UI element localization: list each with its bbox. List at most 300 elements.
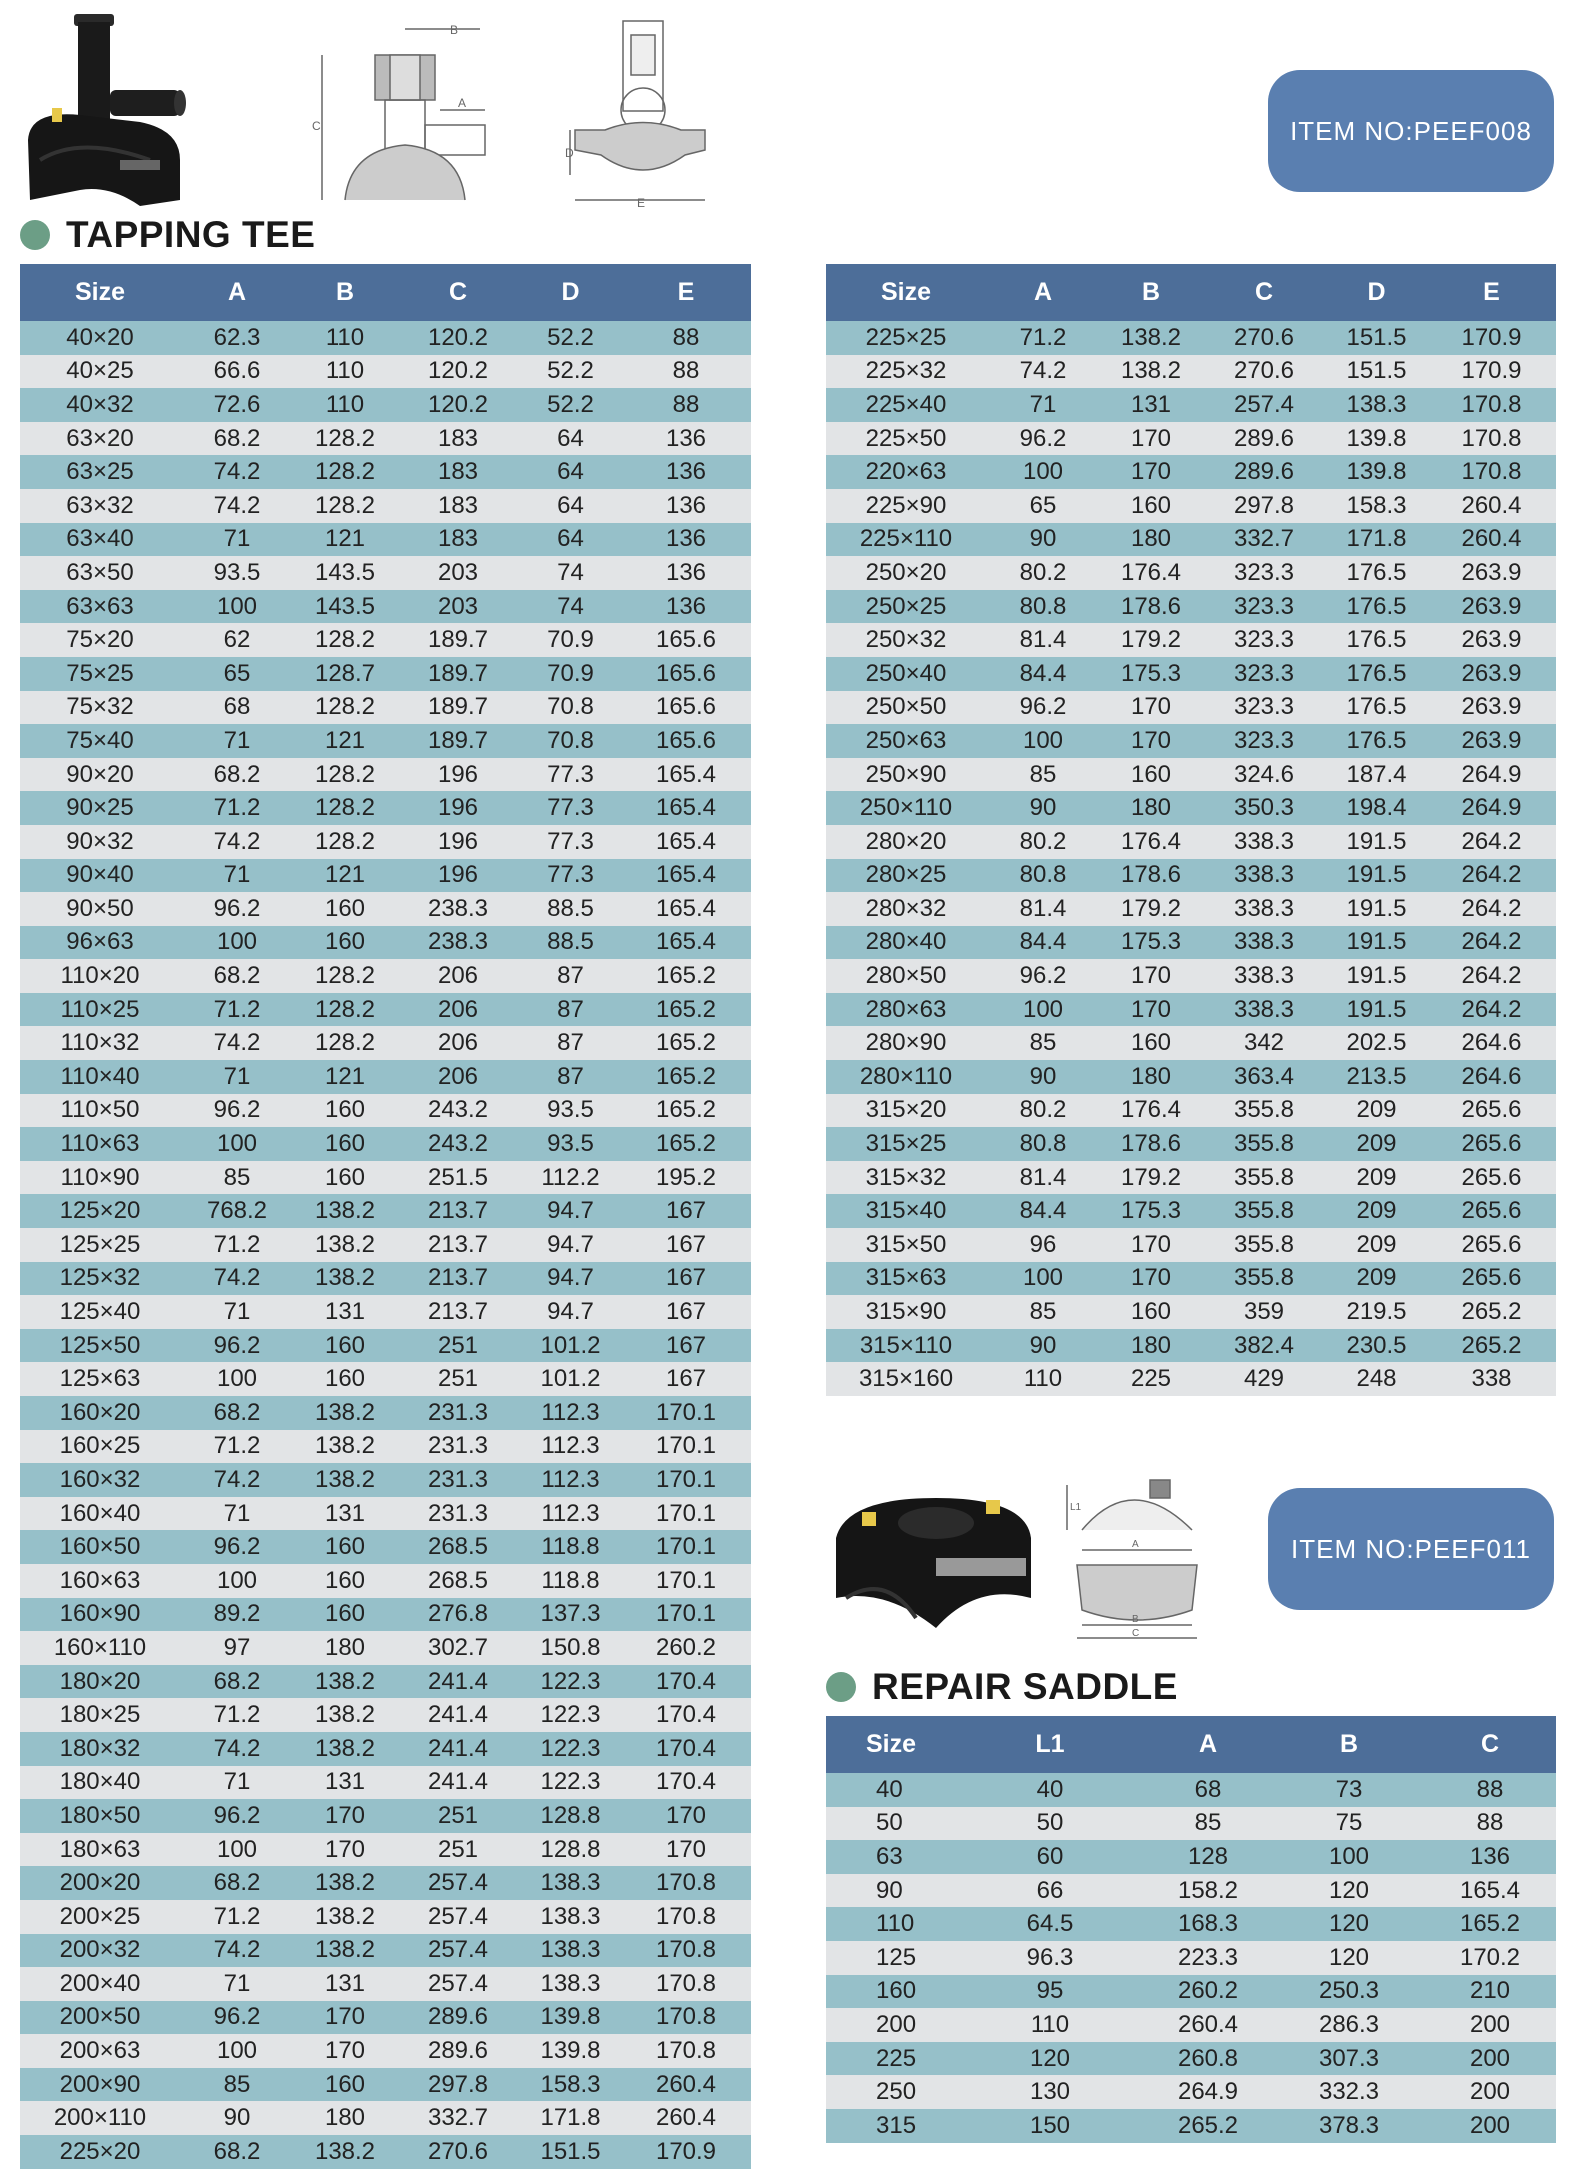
value-cell: 213.7: [396, 1228, 520, 1262]
table-row: [20, 1430, 751, 1464]
repair-saddle-title: [826, 1662, 1178, 1712]
table-row: [826, 2008, 1556, 2042]
value-cell: 170.1: [621, 1530, 751, 1564]
size-cell: 280×90: [826, 1026, 986, 1060]
table-row: [20, 2101, 751, 2135]
value-cell: 70.9: [520, 657, 621, 691]
value-cell: 90: [986, 1329, 1100, 1363]
value-cell: 338.3: [1202, 825, 1326, 859]
value-cell: 165.6: [621, 691, 751, 725]
size-cell: 50: [826, 1807, 958, 1841]
table-row: [20, 1564, 751, 1598]
table-row: [20, 1497, 751, 1531]
table-row: [826, 1807, 1556, 1841]
value-cell: 100: [180, 2034, 294, 2068]
size-cell: 125×25: [20, 1228, 180, 1262]
table-row: [20, 825, 751, 859]
value-cell: 206: [396, 1026, 520, 1060]
value-cell: 260.4: [621, 2068, 751, 2102]
table-row: [20, 892, 751, 926]
tapping-tee-drawing-front: [565, 15, 710, 210]
value-cell: 170: [294, 1799, 396, 1833]
value-cell: 88: [621, 321, 751, 355]
value-cell: 355.8: [1202, 1262, 1326, 1296]
size-cell: 110×90: [20, 1161, 180, 1195]
table-row: [826, 758, 1556, 792]
value-cell: 128.2: [294, 455, 396, 489]
size-cell: 90×25: [20, 791, 180, 825]
size-cell: 90×32: [20, 825, 180, 859]
table-row: [826, 2042, 1556, 2076]
table-row: [826, 523, 1556, 557]
value-cell: 260.2: [621, 1631, 751, 1665]
value-cell: 175.3: [1100, 657, 1202, 691]
size-cell: 75×32: [20, 691, 180, 725]
table-row: [20, 556, 751, 590]
size-cell: 90×40: [20, 859, 180, 893]
value-cell: 74.2: [180, 1732, 294, 1766]
value-cell: 131: [294, 1295, 396, 1329]
value-cell: 139.8: [520, 2001, 621, 2035]
value-cell: 176.4: [1100, 1094, 1202, 1128]
value-cell: 94.7: [520, 1262, 621, 1296]
table-row: [826, 791, 1556, 825]
value-cell: 151.5: [1326, 355, 1427, 389]
size-cell: 315×20: [826, 1094, 986, 1128]
size-cell: 250×20: [826, 556, 986, 590]
value-cell: 68: [180, 691, 294, 725]
size-cell: 250×63: [826, 724, 986, 758]
size-cell: 280×63: [826, 993, 986, 1027]
size-cell: 160×50: [20, 1530, 180, 1564]
value-cell: 180: [294, 2101, 396, 2135]
value-cell: 136: [621, 523, 751, 557]
value-cell: 100: [986, 455, 1100, 489]
value-cell: 165.4: [621, 859, 751, 893]
value-cell: 160: [294, 1362, 396, 1396]
table-row: [20, 523, 751, 557]
value-cell: 263.9: [1427, 556, 1556, 590]
value-cell: 170.2: [1424, 1941, 1556, 1975]
size-cell: 40×20: [20, 321, 180, 355]
column-header: C: [1424, 1716, 1556, 1773]
value-cell: 206: [396, 993, 520, 1027]
value-cell: 260.4: [1427, 489, 1556, 523]
value-cell: 265.6: [1427, 1094, 1556, 1128]
value-cell: 96.3: [958, 1941, 1142, 1975]
value-cell: 265.6: [1427, 1127, 1556, 1161]
value-cell: 264.6: [1427, 1026, 1556, 1060]
value-cell: 165.6: [621, 657, 751, 691]
value-cell: 332.7: [396, 2101, 520, 2135]
size-cell: 225×110: [826, 523, 986, 557]
value-cell: 170.8: [621, 1866, 751, 1900]
value-cell: 176.5: [1326, 623, 1427, 657]
value-cell: 120.2: [396, 388, 520, 422]
table-row: [826, 724, 1556, 758]
value-cell: 165.4: [621, 825, 751, 859]
value-cell: 170.8: [621, 1934, 751, 1968]
value-cell: 96.2: [986, 422, 1100, 456]
value-cell: 209: [1326, 1194, 1427, 1228]
value-cell: 88: [1424, 1773, 1556, 1807]
value-cell: 268.5: [396, 1530, 520, 1564]
green-bullet-icon: [826, 1672, 856, 1702]
value-cell: 120.2: [396, 355, 520, 389]
size-cell: 315×50: [826, 1228, 986, 1262]
value-cell: 64: [520, 455, 621, 489]
value-cell: 180: [1100, 791, 1202, 825]
value-cell: 74.2: [180, 1262, 294, 1296]
size-cell: 63×32: [20, 489, 180, 523]
value-cell: 170.8: [1427, 422, 1556, 456]
value-cell: 121: [294, 859, 396, 893]
value-cell: 138.3: [520, 1900, 621, 1934]
value-cell: 84.4: [986, 926, 1100, 960]
value-cell: 323.3: [1202, 590, 1326, 624]
value-cell: 200: [1424, 2042, 1556, 2076]
value-cell: 90: [986, 523, 1100, 557]
size-cell: 180×25: [20, 1698, 180, 1732]
column-header: Size: [826, 1716, 958, 1773]
value-cell: 81.4: [986, 892, 1100, 926]
table-row: [826, 1773, 1556, 1807]
value-cell: 71.2: [180, 791, 294, 825]
value-cell: 118.8: [520, 1530, 621, 1564]
value-cell: 191.5: [1326, 993, 1427, 1027]
value-cell: 180: [1100, 1329, 1202, 1363]
value-cell: 265.6: [1427, 1194, 1556, 1228]
value-cell: 160: [1100, 489, 1202, 523]
value-cell: 143.5: [294, 556, 396, 590]
value-cell: 128.2: [294, 993, 396, 1027]
value-cell: 257.4: [396, 1934, 520, 1968]
value-cell: 96.2: [180, 1094, 294, 1128]
value-cell: 74.2: [180, 489, 294, 523]
size-cell: 200×40: [20, 1967, 180, 2001]
value-cell: 62: [180, 623, 294, 657]
table-row: [20, 859, 751, 893]
value-cell: 231.3: [396, 1396, 520, 1430]
table-row: [20, 1631, 751, 1665]
size-cell: 250×110: [826, 791, 986, 825]
value-cell: 72.6: [180, 388, 294, 422]
value-cell: 85: [986, 1295, 1100, 1329]
size-cell: 225×90: [826, 489, 986, 523]
value-cell: 363.4: [1202, 1060, 1326, 1094]
dim-label-a: A: [458, 96, 467, 110]
value-cell: 338: [1427, 1362, 1556, 1396]
table-row: [826, 1907, 1556, 1941]
value-cell: 74.2: [986, 355, 1100, 389]
dim-label-c: C: [312, 119, 321, 133]
value-cell: 122.3: [520, 1665, 621, 1699]
table-row: [20, 1295, 751, 1329]
size-cell: 180×63: [20, 1833, 180, 1867]
value-cell: 100: [180, 1362, 294, 1396]
value-cell: 71: [986, 388, 1100, 422]
value-cell: 120: [1274, 1941, 1424, 1975]
size-cell: 200×25: [20, 1900, 180, 1934]
value-cell: 165.4: [621, 791, 751, 825]
value-cell: 251: [396, 1329, 520, 1363]
size-cell: 225×40: [826, 388, 986, 422]
green-bullet-icon: [20, 220, 50, 250]
value-cell: 175.3: [1100, 926, 1202, 960]
value-cell: 167: [621, 1194, 751, 1228]
value-cell: 112.2: [520, 1161, 621, 1195]
table-row: [826, 825, 1556, 859]
value-cell: 264.9: [1142, 2075, 1274, 2109]
table-row: [20, 1799, 751, 1833]
value-cell: 209: [1326, 1161, 1427, 1195]
value-cell: 165.2: [621, 1127, 751, 1161]
value-cell: 338.3: [1202, 926, 1326, 960]
value-cell: 213.5: [1326, 1060, 1427, 1094]
value-cell: 170.1: [621, 1564, 751, 1598]
size-cell: 250×50: [826, 691, 986, 725]
value-cell: 112.3: [520, 1430, 621, 1464]
value-cell: 73: [1274, 1773, 1424, 1807]
table-row: [826, 590, 1556, 624]
value-cell: 120: [1274, 1907, 1424, 1941]
value-cell: 170: [294, 2034, 396, 2068]
value-cell: 100: [1274, 1840, 1424, 1874]
value-cell: 260.4: [621, 2101, 751, 2135]
value-cell: 323.3: [1202, 724, 1326, 758]
table-row: [826, 993, 1556, 1027]
size-cell: 280×50: [826, 959, 986, 993]
value-cell: 96.2: [986, 959, 1100, 993]
size-cell: 315×40: [826, 1194, 986, 1228]
tapping-tee-title: [20, 210, 315, 260]
value-cell: 183: [396, 455, 520, 489]
value-cell: 165.4: [621, 892, 751, 926]
value-cell: 359: [1202, 1295, 1326, 1329]
value-cell: 90: [986, 1060, 1100, 1094]
value-cell: 165.6: [621, 724, 751, 758]
value-cell: 88: [621, 388, 751, 422]
table-header-row: [826, 264, 1556, 321]
size-cell: 90: [826, 1874, 958, 1908]
value-cell: 263.9: [1427, 623, 1556, 657]
size-cell: 75×25: [20, 657, 180, 691]
value-cell: 128.2: [294, 758, 396, 792]
value-cell: 241.4: [396, 1732, 520, 1766]
value-cell: 355.8: [1202, 1194, 1326, 1228]
size-cell: 110×63: [20, 1127, 180, 1161]
table-header-row: [20, 264, 751, 321]
value-cell: 170.4: [621, 1665, 751, 1699]
size-cell: 250×40: [826, 657, 986, 691]
value-cell: 121: [294, 1060, 396, 1094]
value-cell: 110: [986, 1362, 1100, 1396]
value-cell: 231.3: [396, 1497, 520, 1531]
value-cell: 151.5: [520, 2135, 621, 2169]
value-cell: 60: [958, 1840, 1142, 1874]
table-row: [826, 1127, 1556, 1161]
value-cell: 87: [520, 959, 621, 993]
value-cell: 122.3: [520, 1698, 621, 1732]
value-cell: 248: [1326, 1362, 1427, 1396]
value-cell: 257.4: [396, 1967, 520, 2001]
value-cell: 170: [1100, 993, 1202, 1027]
value-cell: 88.5: [520, 926, 621, 960]
value-cell: 183: [396, 422, 520, 456]
value-cell: 165.2: [1424, 1907, 1556, 1941]
value-cell: 191.5: [1326, 859, 1427, 893]
size-cell: 315×63: [826, 1262, 986, 1296]
value-cell: 68.2: [180, 1866, 294, 1900]
table-row: [20, 993, 751, 1027]
value-cell: 110: [294, 388, 396, 422]
column-header: A: [986, 264, 1100, 321]
value-cell: 138.2: [294, 1698, 396, 1732]
value-cell: 138.3: [1326, 388, 1427, 422]
value-cell: 323.3: [1202, 691, 1326, 725]
value-cell: 96.2: [180, 1799, 294, 1833]
value-cell: 80.8: [986, 1127, 1100, 1161]
value-cell: 198.4: [1326, 791, 1427, 825]
table-row: [826, 657, 1556, 691]
tapping-tee-photo: [20, 10, 190, 210]
value-cell: 338.3: [1202, 859, 1326, 893]
value-cell: 138.2: [1100, 321, 1202, 355]
value-cell: 90: [180, 2101, 294, 2135]
value-cell: 80.2: [986, 556, 1100, 590]
size-cell: 125×20: [20, 1194, 180, 1228]
value-cell: 139.8: [520, 2034, 621, 2068]
value-cell: 74.2: [180, 1463, 294, 1497]
size-cell: 315×25: [826, 1127, 986, 1161]
size-cell: 63×40: [20, 523, 180, 557]
value-cell: 355.8: [1202, 1094, 1326, 1128]
value-cell: 75: [1274, 1807, 1424, 1841]
size-cell: 225×20: [20, 2135, 180, 2169]
item-number-badge-peef008: ITEM NO:PEEF008: [1268, 70, 1554, 192]
value-cell: 150.8: [520, 1631, 621, 1665]
value-cell: 170.9: [1427, 355, 1556, 389]
value-cell: 265.6: [1427, 1262, 1556, 1296]
column-header: Size: [826, 264, 986, 321]
value-cell: 101.2: [520, 1362, 621, 1396]
value-cell: 136: [621, 455, 751, 489]
value-cell: 100: [180, 1833, 294, 1867]
table-row: [826, 1161, 1556, 1195]
value-cell: 324.6: [1202, 758, 1326, 792]
value-cell: 189.7: [396, 691, 520, 725]
value-cell: 131: [294, 1967, 396, 2001]
value-cell: 160: [294, 2068, 396, 2102]
value-cell: 265.6: [1427, 1228, 1556, 1262]
value-cell: 94.7: [520, 1295, 621, 1329]
value-cell: 191.5: [1326, 959, 1427, 993]
value-cell: 87: [520, 1026, 621, 1060]
value-cell: 94.7: [520, 1228, 621, 1262]
value-cell: 323.3: [1202, 657, 1326, 691]
value-cell: 138.2: [294, 2135, 396, 2169]
repair-saddle-photo: [826, 1478, 1041, 1633]
value-cell: 302.7: [396, 1631, 520, 1665]
column-header: C: [1202, 264, 1326, 321]
value-cell: 112.3: [520, 1497, 621, 1531]
value-cell: 264.2: [1427, 892, 1556, 926]
value-cell: 170.1: [621, 1430, 751, 1464]
value-cell: 120: [1274, 1874, 1424, 1908]
dim-label-d: D: [565, 146, 574, 160]
value-cell: 196: [396, 758, 520, 792]
value-cell: 231.3: [396, 1430, 520, 1464]
size-cell: 315: [826, 2109, 958, 2143]
column-header: B: [294, 264, 396, 321]
value-cell: 257.4: [396, 1900, 520, 1934]
value-cell: 94.7: [520, 1194, 621, 1228]
value-cell: 170: [1100, 1228, 1202, 1262]
value-cell: 128.7: [294, 657, 396, 691]
table-row: [20, 1463, 751, 1497]
size-cell: 125×40: [20, 1295, 180, 1329]
value-cell: 209: [1326, 1127, 1427, 1161]
value-cell: 80.8: [986, 590, 1100, 624]
table-row: [20, 926, 751, 960]
table-row: [20, 388, 751, 422]
value-cell: 297.8: [396, 2068, 520, 2102]
column-header: C: [396, 264, 520, 321]
size-cell: 315×110: [826, 1329, 986, 1363]
dim-label-a: A: [1132, 1539, 1139, 1550]
size-cell: 280×25: [826, 859, 986, 893]
column-header: B: [1274, 1716, 1424, 1773]
value-cell: 213.7: [396, 1262, 520, 1296]
table-row: [20, 623, 751, 657]
size-cell: 96×63: [20, 926, 180, 960]
value-cell: 77.3: [520, 758, 621, 792]
value-cell: 191.5: [1326, 825, 1427, 859]
value-cell: 120: [958, 2042, 1142, 2076]
value-cell: 74: [520, 590, 621, 624]
value-cell: 170.8: [1427, 388, 1556, 422]
table-row: [20, 2001, 751, 2035]
value-cell: 332.7: [1202, 523, 1326, 557]
value-cell: 128.2: [294, 959, 396, 993]
table-row: [20, 1665, 751, 1699]
table-row: [20, 1094, 751, 1128]
value-cell: 171.8: [1326, 523, 1427, 557]
value-cell: 71.2: [180, 1900, 294, 1934]
value-cell: 96: [986, 1228, 1100, 1262]
value-cell: 243.2: [396, 1127, 520, 1161]
value-cell: 231.3: [396, 1463, 520, 1497]
value-cell: 136: [621, 489, 751, 523]
value-cell: 160: [294, 892, 396, 926]
value-cell: 136: [621, 422, 751, 456]
table-row: [20, 422, 751, 456]
value-cell: 136: [621, 556, 751, 590]
table-row: [20, 321, 751, 355]
value-cell: 71: [180, 1060, 294, 1094]
table-row: [20, 2135, 751, 2169]
value-cell: 289.6: [396, 2034, 520, 2068]
value-cell: 71: [180, 1766, 294, 1800]
column-header: D: [520, 264, 621, 321]
value-cell: 170: [1100, 724, 1202, 758]
value-cell: 165.6: [621, 623, 751, 657]
table-row: [20, 959, 751, 993]
value-cell: 138.2: [294, 1194, 396, 1228]
value-cell: 176.5: [1326, 724, 1427, 758]
value-cell: 289.6: [1202, 455, 1326, 489]
value-cell: 251: [396, 1362, 520, 1396]
